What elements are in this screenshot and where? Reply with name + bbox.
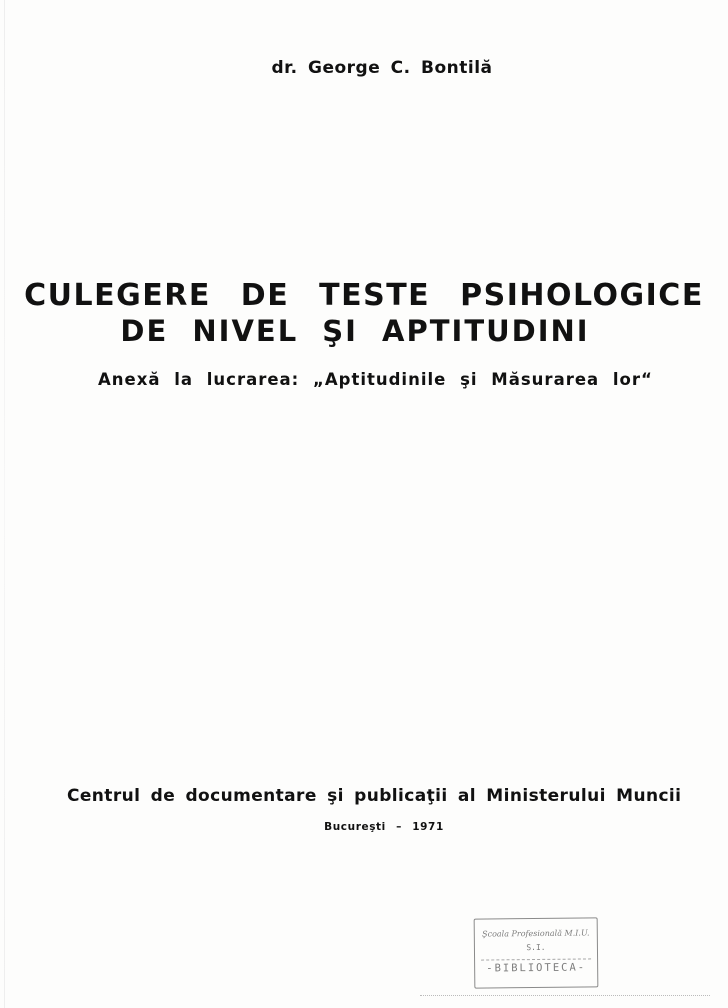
publisher: Centrul de documentare şi publicaţii al Ministerului Muncii — [67, 786, 682, 806]
bottom-scan-rule — [420, 995, 710, 996]
page-edge-shadow — [4, 0, 5, 1008]
stamp-line-1: Şcoala Profesională M.I.U. — [482, 928, 590, 939]
stamp-divider — [481, 958, 591, 960]
stamp-line-3: -BIBLIOTECA- — [486, 961, 587, 975]
subtitle-annex: Anexă la lucrarea: „Aptitudinile şi Măsurarea lor“ — [98, 370, 653, 389]
title-line-1: CULEGERE DE TESTE PSIHOLOGICE — [24, 278, 704, 313]
place-and-year: Bucureşti – 1971 — [324, 821, 444, 833]
title-line-2: DE NIVEL ŞI APTITUDINI — [120, 314, 590, 348]
author-name: dr. George C. Bontilă — [271, 58, 493, 78]
library-stamp — [474, 917, 599, 988]
stamp-line-2: S.I. — [526, 942, 546, 953]
